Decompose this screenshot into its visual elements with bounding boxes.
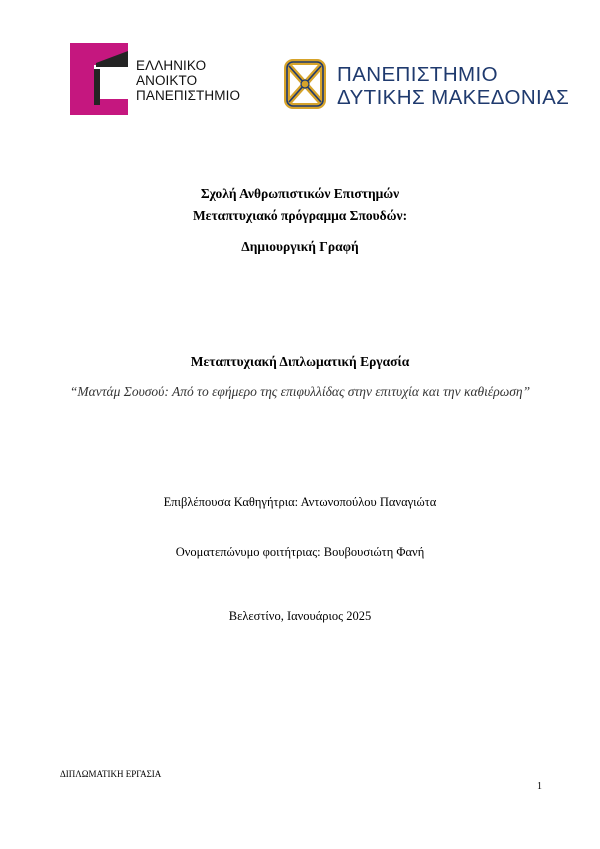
place-date-line: Βελεστίνο, Ιανουάριος 2025 (228, 609, 372, 623)
supervisor-line: Επιβλέπουσα Καθηγήτρια: Αντωνοπούλου Παναγιώτα (163, 495, 437, 509)
student-line: Ονοματεπώνυμο φοιτήτριας: Βουβουσιώτη Φανή (175, 545, 425, 559)
eap-line-1: ΕΛΛΗΝΙΚΟ (136, 58, 207, 73)
specialty-name: Δημιουργική Γραφή (241, 239, 359, 254)
uowm-line-1: ΠΑΝΕΠΙΣΤΗΜΙΟ (337, 63, 498, 86)
school-name: Σχολή Ανθρωπιστικών Επιστημών (200, 186, 400, 201)
uowm-knot-emblem-icon (281, 58, 329, 110)
uowm-line-2: ΔΥΤΙΚΗΣ ΜΑΚΕΔΟΝΙΑΣ (337, 86, 570, 109)
running-footer-title: ΔΙΠΛΩΜΑΤΙΚΗ ΕΡΓΑΣΙΑ (60, 769, 162, 779)
page-number: 1 (537, 781, 542, 792)
hellenic-open-university-logo (70, 43, 260, 115)
thesis-label: Μεταπτυχιακή Διπλωματική Εργασία (190, 354, 410, 369)
eap-emblem-icon (70, 43, 134, 115)
eap-line-3: ΠΑΝΕΠΙΣΤΗΜΙΟ (136, 88, 241, 103)
uowm-logo-text (337, 63, 569, 109)
thesis-title: “Μαντάμ Σουσού: Από το εφήμερο της επιφυλλίδας στην επιτυχία και την καθιέρωση” (69, 384, 531, 399)
university-western-macedonia-logo (281, 58, 581, 116)
eap-logo-text (136, 58, 240, 103)
eap-line-2: ΑΝΟΙΚΤΟ (136, 73, 198, 88)
program-name: Μεταπτυχιακό πρόγραμμα Σπουδών: (192, 208, 408, 223)
